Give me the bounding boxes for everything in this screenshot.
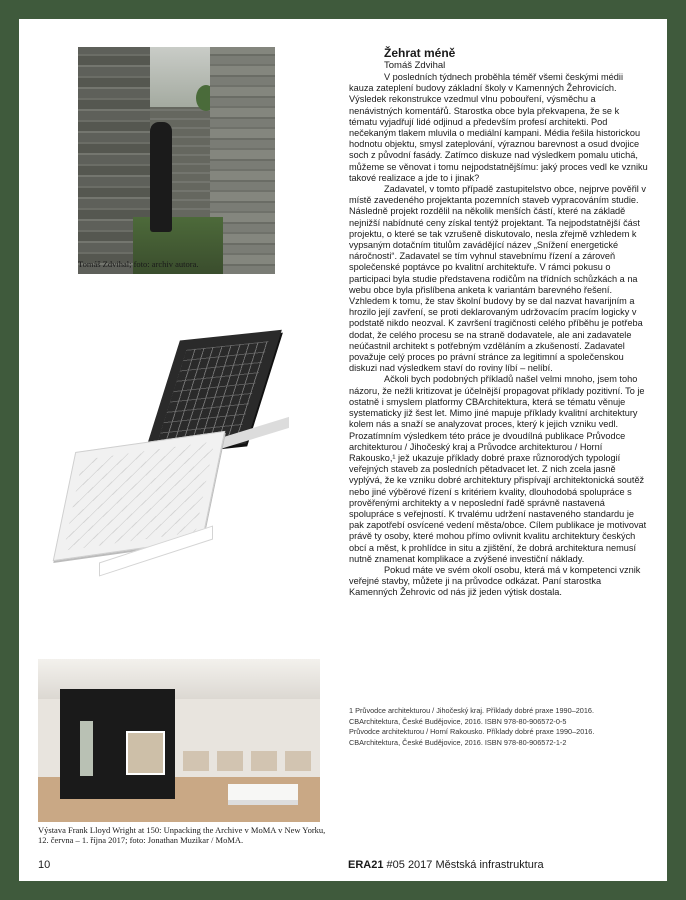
exhibition-photo-caption: Výstava Frank Lloyd Wright at 150: Unpacking the Archive v MoMA v New Yorku, 12. června – 1. října 2017; foto: Jonathan Muzikar / MoMA. [38,825,326,845]
exhibition-photo [38,659,320,822]
author-photo-caption: Tomáš Zdvihal; foto: archiv autora. [78,259,199,269]
footnotes [349,706,649,748]
article-body [349,72,649,599]
paragraph: Zadavatel, v tomto případě zastupitelstvo obce, nejprve pověřil v místě zavedeného projektanta pozemních staveb vypracováním studie. Následně projekt rozdělil na několik menších částí, které na základě nejnižší nabídnuté ceny získal tentýž projektant. Ta nejpodstatnější část projektu, o které se tak vzrušeně diskutovalo, nesla zřejmě vzhledem k vypsaným dotačním titulům zavádějící název „Snížení energetické náročnosti“. Zadavatel se tím vyhnul stavebnímu řízení a zároveň společenské poptávce po kvalitní architektuře. V rámci pokusu o participaci byla studie představena rodičům na třídních schůzkách a na webu obce byla přislíbena anketa k variantám barevného řešení. Vzhledem k tomu, že stav školní budovy by se dal nazvat havarijním a hrozilo její zavření, se proti deklarovaným udržovacím pracím logicky v podstatě nikdo neozval. K završení tragičnosti celého příběhu je potřeba dodat, že celého procesu se na straně dodavatele, ale ani zadavatele neúčastnil architekt s potřebným vzděláním a zkušeností. Zadavatel považuje celý proces po právní stránce za legitimní a společenskou diskuzi nad výsledkem staví do roviny líbí – nelíbí. [349,184,646,374]
article-author: Tomáš Zdvihal [384,60,446,71]
issue-label: #05 2017 Městská infrastruktura [386,859,544,871]
magazine-page [19,19,667,881]
paragraph: Ačkoli bych podobných příkladů našel velmi mnoho, jsem toho názoru, že nežli kritizovat je účelnější propagovat příklady pozitivní. To je ostatně i smyslem platformy CBArchitektura, která se tématu věnuje systematicky již šest let. Mimo jiné mapuje příklady kvalitní architektury kolem nás a snaží se analyzovat proces, který k jejich vzniku vedl. Prozatímním výsledkem této práce je dvoudílná publikace Průvodce architekturou / Jihočeský kraj a Průvodce architekturou / Horní Rakousko,¹ jež ukazuje příklady dobré praxe různorodých typologií veřejných staveb za posledních pětadvacet let. Z nich zcela jasně vyplývá, že ke vzniku dobré architektury přispívají architektonická soutěž nebo jiné výběrové řízení s kritériem kvality, dlouhodobá spolupráce s prověřenými architekty a v neposlední řadě správně nastavená spolupráce s veřejností. K trvalému udržení nastaveného standardu je pak zapotřebí osvícené vedení města/obce. Cílem publikace je motivovat právě ty osoby, které mohou přímo ovlivnit kvalitu architektury českých obcí a měst, k prohlídce in situ a zjištění, že dobrá architektura nemusí nutně znamenat komplikace a zvýšené investiční náklady. [349,374,647,564]
magazine-line [348,859,544,871]
footnote-line: CBArchitektura, České Budějovice, 2016. ISBN 978-80-906572-1-2 [349,737,567,747]
paragraph: Pokud máte ve svém okolí osobu, která má v kompetenci vznik veřejné stavby, můžete ji na průvodce odkázat. Paní starostka Kamenných Žehrovic od nás již jeden výtisk dostala. [349,564,641,598]
footnote-line: 1 Průvodce architekturou / Jihočeský kraj. Příklady dobré praxe 1990–2016. [349,706,594,715]
article-title: Žehrat méně [384,46,456,60]
footnote-line: CBArchitektura, České Budějovice, 2016. ISBN 978-80-906572-0-5 [349,716,567,726]
magazine-name: ERA21 [348,859,384,871]
paragraph: V posledních týdnech proběhla téměř všemi českými médii kauza zateplení budovy základní školy v Kamenných Žehrovicích. Výsledek rekonstrukce vzedmul vlnu pobouření, výsměchu a nenávistných komentářů. Starostka obce byla překvapena, že se k tématu vyjadřují lidé odjinud a především profesí architekti. Pod nečekaným tlakem mluvila o mediální kampani. Média řešila historickou hodnotu objektu, smysl zateplování, výraznou barevnost a osud dvojice soch z původní fasády. Zatímco diskuze nad výsledkem pomalu utichá, můžeme se věnovat i tomu nejpodstatnějšímu: jaký proces vedl ke vzniku takové realizace a jde to i jinak? [349,72,648,183]
author-photo [78,47,275,274]
footnote-line: Průvodce architekturou / Horní Rakousko. Příklady dobré praxe 1990–2016. [349,727,595,736]
page-number: 10 [38,859,51,871]
